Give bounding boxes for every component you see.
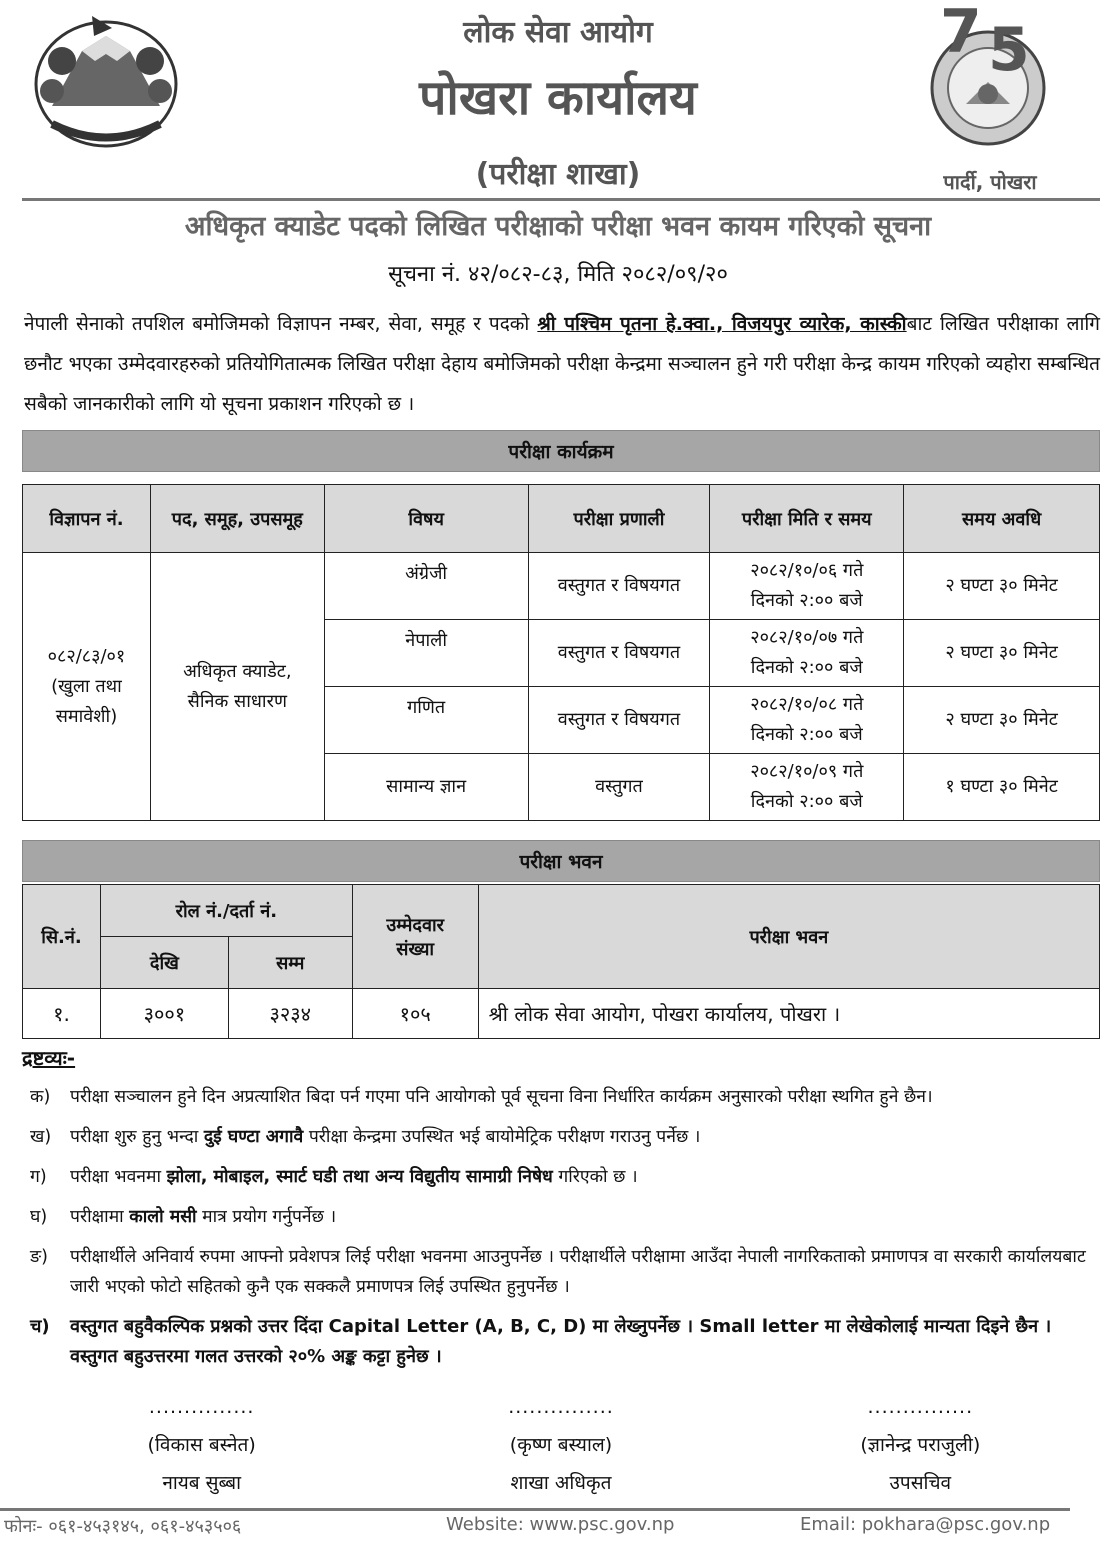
col-subject: विषय (324, 485, 528, 553)
office-name: पोखरा कार्यालय (419, 70, 697, 126)
col-venue: परीक्षा भवन (478, 885, 1099, 989)
footer-website[interactable]: Website: www.psc.gov.np (446, 1514, 675, 1535)
signatory-name: (विकास बस्नेत) (147, 1434, 256, 1456)
signatory-title: शाखा अधिकृत (510, 1472, 612, 1494)
duration-cell: २ घण्टा ३० मिनेट (904, 620, 1100, 687)
system-cell: वस्तुगत र विषयगत (528, 687, 710, 754)
col-date-time: परीक्षा मिति र समय (710, 485, 904, 553)
count-cell: १०५ (352, 989, 478, 1039)
subject-cell: अंग्रेजी (324, 553, 528, 620)
venue-header-row (23, 885, 1100, 937)
signature-block: ............... (विकास बस्नेत) नायब सुब्बा (52, 1388, 352, 1502)
footer-phone: फोनः- ०६१-४५३१४५, ०६१-४५३५०६ (4, 1516, 242, 1537)
branch-name: (परीक्षा शाखा) (475, 157, 641, 192)
duration-cell: २ घण्टा ३० मिनेट (904, 553, 1100, 620)
intro-highlight: श्री पश्चिम पृतना हे.क्वा., विजयपुर व्यारेक, कास्की (537, 313, 907, 335)
note-item: च) वस्तुगत बहुवैकल्पिक प्रश्नको उत्तर दिंदा Capital Letter (A, B, C, D) मा लेख्नुपर्नेछ । Small letter मा लेखेकोलाई मान्यता दिइने छैन । वस्तुगत बहुउत्तरमा गलत उत्तरको २०% अङ्क कट्टा हुनेछ । (30, 1316, 1052, 1367)
date-cell: २०८२/१०/०८ गते दिनको २:०० बजे (710, 687, 904, 754)
footer-email[interactable]: Email: pokhara@psc.gov.np (800, 1514, 1051, 1535)
signature-block: ............... (कृष्ण बस्याल) शाखा अधिकृत (411, 1388, 711, 1502)
date-cell: २०८२/१०/०७ गते दिनको २:०० बजे (710, 620, 904, 687)
notes-list (30, 1082, 1100, 1382)
signatory-title: नायब सुब्बा (162, 1472, 241, 1494)
signatory-title: उपसचिव (889, 1472, 952, 1494)
table-row (23, 553, 1100, 620)
col-roll: रोल नं./दर्ता नं. (100, 885, 352, 937)
org-name: लोक सेवा आयोग (463, 15, 653, 50)
notes-heading: द्रष्टव्यः- (22, 1046, 76, 1070)
date-cell: २०८२/१०/०९ गते दिनको २:०० बजे (710, 754, 904, 821)
signature-block: ............... (ज्ञानेन्द्र पराजुली) उपसचिव (770, 1388, 1070, 1502)
notice-number: सूचना नं. ४२/०८२-८३, मिति २०८२/०९/२० (388, 262, 728, 287)
to-cell: ३२३४ (228, 989, 352, 1039)
notice-intro: नेपाली सेनाको तपशिल बमोजिमको विज्ञापन नम्बर, सेवा, समूह र पदको श्री पश्चिम पृतना हे.क्वा., विजयपुर व्यारेक, कास्कीबाट लिखित परीक्षाका लागि छनौट भएका उम्मेदवारहरुको प्रतियोगितात्मक लिखित परीक्षा देहाय बमोजिमको परीक्षा केन्द्रमा सञ्चालन हुने गरी परीक्षा केन्द्र कायम गरिएको व्यहोरा सम्बन्धित सबैको जानकारीको लागि यो सूचना प्रकाशन गरिएको छ । (24, 313, 1100, 415)
note-item: घ) परीक्षामा कालो मसी मात्र प्रयोग गर्नुपर्नेछ । (30, 1207, 337, 1227)
subject-cell: गणित (324, 687, 528, 754)
from-cell: ३००१ (100, 989, 228, 1039)
subject-cell: नेपाली (324, 620, 528, 687)
signatory-name: (कृष्ण बस्याल) (509, 1434, 613, 1456)
signatory-name: (ज्ञानेन्द्र पराजुली) (860, 1434, 981, 1456)
note-item: ङ) परीक्षार्थीले अनिवार्य रुपमा आफ्नो प्रवेशपत्र लिई परीक्षा भवनमा आउनुपर्नेछ । परीक्षार्थीले परीक्षामा आउँदा नेपाली नागरिकताको प्रमाणपत्र वा सरकारी कार्यालयबाट जारी भएको फोटो सहितको कुनै एक सक्कलै प्रमाणपत्र लिई उपस्थित हुनुपर्नेछ । (30, 1247, 1086, 1297)
note-item: क) परीक्षा सञ्चालन हुने दिन अप्रत्याशित बिदा पर्न गएमा पनि आयोगको पूर्व सूचना विना निर्धारित कार्यक्रम अनुसारको परीक्षा स्थगित हुने छैन। (30, 1087, 933, 1107)
schedule-header-row (23, 485, 1100, 553)
office-place: पार्दी, पोखरा (943, 170, 1037, 194)
venue-heading: परीक्षा भवन (22, 840, 1100, 882)
duration-cell: २ घण्टा ३० मिनेट (904, 687, 1100, 754)
signatures (22, 1388, 1100, 1502)
col-duration: समय अवधि (904, 485, 1100, 553)
col-to: सम्म (228, 937, 352, 989)
date-cell: २०८२/१०/०६ गते दिनको २:०० बजे (710, 553, 904, 620)
duration-cell: १ घण्टा ३० मिनेट (904, 754, 1100, 821)
col-post: पद, समूह, उपसमूह (150, 485, 324, 553)
ad-number-cell: ०८२/८३/०१ (खुला तथा समावेशी) (23, 553, 151, 821)
note-item: ग) परीक्षा भवनमा झोला, मोबाइल, स्मार्ट घडी तथा अन्य विद्युतीय सामाग्री निषेध गरिएको छ । (30, 1167, 638, 1187)
col-count: उम्मेदवार संख्या (352, 885, 478, 989)
system-cell: वस्तुगत र विषयगत (528, 620, 710, 687)
system-cell: वस्तुगत (528, 754, 710, 821)
col-ad-no: विज्ञापन नं. (23, 485, 151, 553)
schedule-table (22, 484, 1100, 821)
sn-cell: १. (23, 989, 101, 1039)
footer-divider (0, 1508, 1070, 1511)
header-divider (22, 198, 1100, 201)
col-from: देखि (100, 937, 228, 989)
notice-title: अधिकृत क्याडेट पदको लिखित परीक्षाको परीक्षा भवन कायम गरिएको सूचना (184, 211, 932, 242)
post-cell: अधिकृत क्याडेट, सैनिक साधारण (150, 553, 324, 821)
subject-cell: सामान्य ज्ञान (324, 754, 528, 821)
col-sn: सि.नं. (23, 885, 101, 989)
svg-text:7: 7 (940, 4, 982, 67)
table-row (23, 989, 1100, 1039)
note-item: ख) परीक्षा शुरु हुनु भन्दा दुई घण्टा अगावै परीक्षा केन्द्रमा उपस्थित भई बायोमेट्रिक परीक्षण गराउनु पर्नेछ । (30, 1127, 701, 1147)
col-system: परीक्षा प्रणाली (528, 485, 710, 553)
system-cell: वस्तुगत र विषयगत (528, 553, 710, 620)
venue-cell: श्री लोक सेवा आयोग, पोखरा कार्यालय, पोखरा । (478, 989, 1099, 1039)
schedule-heading: परीक्षा कार्यक्रम (22, 430, 1100, 472)
svg-text:5: 5 (988, 15, 1030, 85)
venue-table (22, 884, 1100, 1039)
